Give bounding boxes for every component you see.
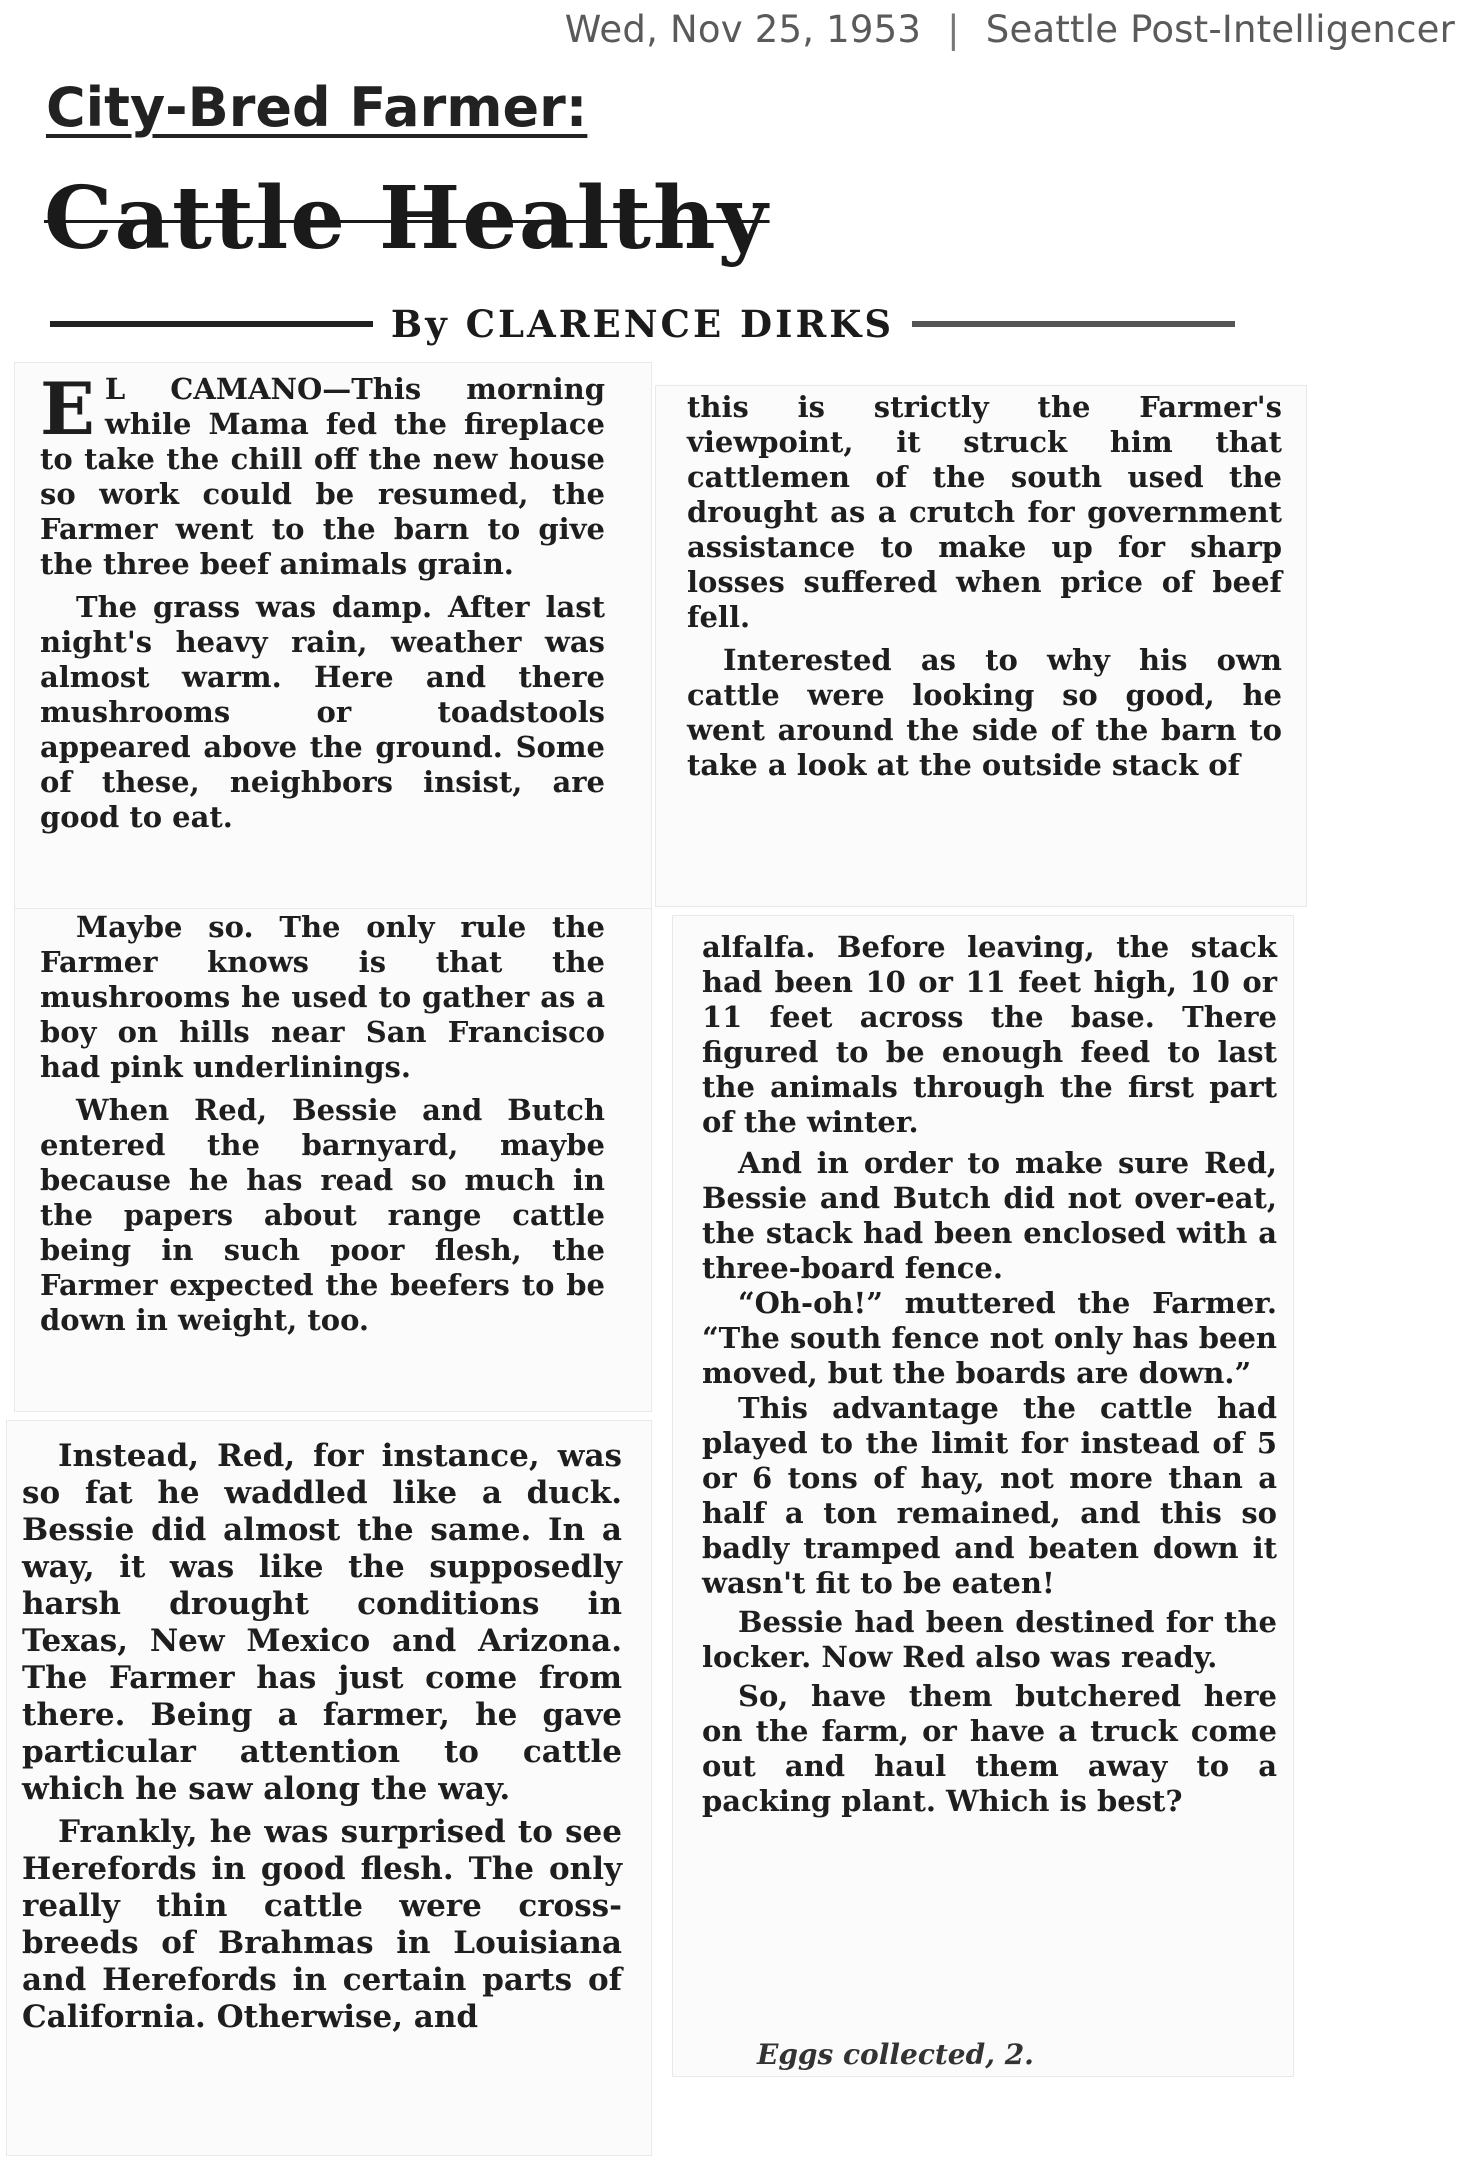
paragraph: Instead, Red, for instance, was so fat he waddled like a duck. Bessie did almost the same. In a way, it was like the supposedly harsh drought conditions in Texas, New Mexico and Arizona. The Farmer has just come from there. Being a farmer, he gave particular attention to cattle which he saw along the way. bbox=[22, 1438, 622, 1807]
header-separator: | bbox=[947, 8, 960, 51]
paragraph: alfalfa. Before leaving, the stack had been 10 or 11 feet high, 10 or 11 feet across the base. There figured to be enough feed to last the animals through the first part of the winter. bbox=[702, 930, 1277, 1139]
article-byline bbox=[50, 302, 1235, 346]
publication-date: Wed, Nov 25, 1953 bbox=[564, 8, 922, 51]
column-1-bottom bbox=[22, 1438, 622, 2036]
paragraph: Maybe so. The only rule the Farmer knows is that the mushrooms he used to gather as a boy on hills near San Francisco had pink underlinings. bbox=[40, 910, 605, 1084]
byline-rule-left bbox=[50, 321, 373, 327]
column-1-middle bbox=[40, 910, 605, 1338]
paragraph: When Red, Bessie and Butch entered the barnyard, maybe because he has read so much in the papers about range cattle being in such poor flesh, the Farmer expected the beefers to be down in weight, too. bbox=[40, 1093, 605, 1337]
column-1-top bbox=[40, 366, 605, 835]
paragraph: E L CAMANO—This morning while Mama fed the fireplace to take the chill off the new house so work could be resumed, the Farmer went to the barn to give the three beef animals grain. bbox=[40, 366, 605, 581]
paragraph: Bessie had been destined for the locker. Now Red also was ready. bbox=[702, 1605, 1277, 1674]
paragraph: This advantage the cattle had played to the limit for instead of 5 or 6 tons of hay, not more than a half a ton remained, and this so badly tramped and beaten down it wasn't fit to be eaten! bbox=[702, 1391, 1277, 1600]
paragraph: And in order to make sure Red, Bessie and Butch did not over-eat, the stack had been enclosed with a three-board fence. bbox=[702, 1146, 1277, 1285]
column-2-bottom bbox=[702, 930, 1277, 1819]
paragraph: “Oh-oh!” muttered the Farmer. “The south fence not only has been moved, but the boards are down.” bbox=[702, 1286, 1277, 1390]
article-headline: Cattle Healthy bbox=[44, 168, 770, 269]
byline-rule-right bbox=[912, 321, 1235, 327]
column-2-top bbox=[687, 390, 1282, 783]
paragraph: The grass was damp. After last night's heavy rain, weather was almost warm. Here and there mushrooms or toadstools appeared above the ground. Some of these, neighbors insist, are good to eat. bbox=[40, 590, 605, 834]
clipping-header bbox=[565, 8, 1455, 51]
drop-cap: E bbox=[40, 366, 95, 451]
byline-text: By CLARENCE DIRKS bbox=[390, 302, 895, 346]
paragraph: Interested as to why his own cattle were looking so good, he went around the side of the barn to take a look at the outside stack of bbox=[687, 643, 1282, 782]
paragraph: this is strictly the Farmer's viewpoint, it struck him that cattlemen of the south used the drought as a crutch for government assistance to make up for sharp losses suffered when price of beef fell. bbox=[687, 390, 1282, 634]
paragraph: Frankly, he was surprised to see Herefords in good flesh. The only really thin cattle were cross-breeds of Brahmas in Louisiana and Herefords in certain parts of California. Otherwise, and bbox=[22, 1814, 622, 2035]
article-kicker: City-Bred Farmer: bbox=[46, 76, 588, 139]
article-signoff: Eggs collected, 2. bbox=[757, 2038, 1034, 2071]
publication-name: Seattle Post-Intelligencer bbox=[985, 8, 1455, 51]
paragraph: So, have them butchered here on the farm, or have a truck come out and haul them away to a packing plant. Which is best? bbox=[702, 1679, 1277, 1818]
